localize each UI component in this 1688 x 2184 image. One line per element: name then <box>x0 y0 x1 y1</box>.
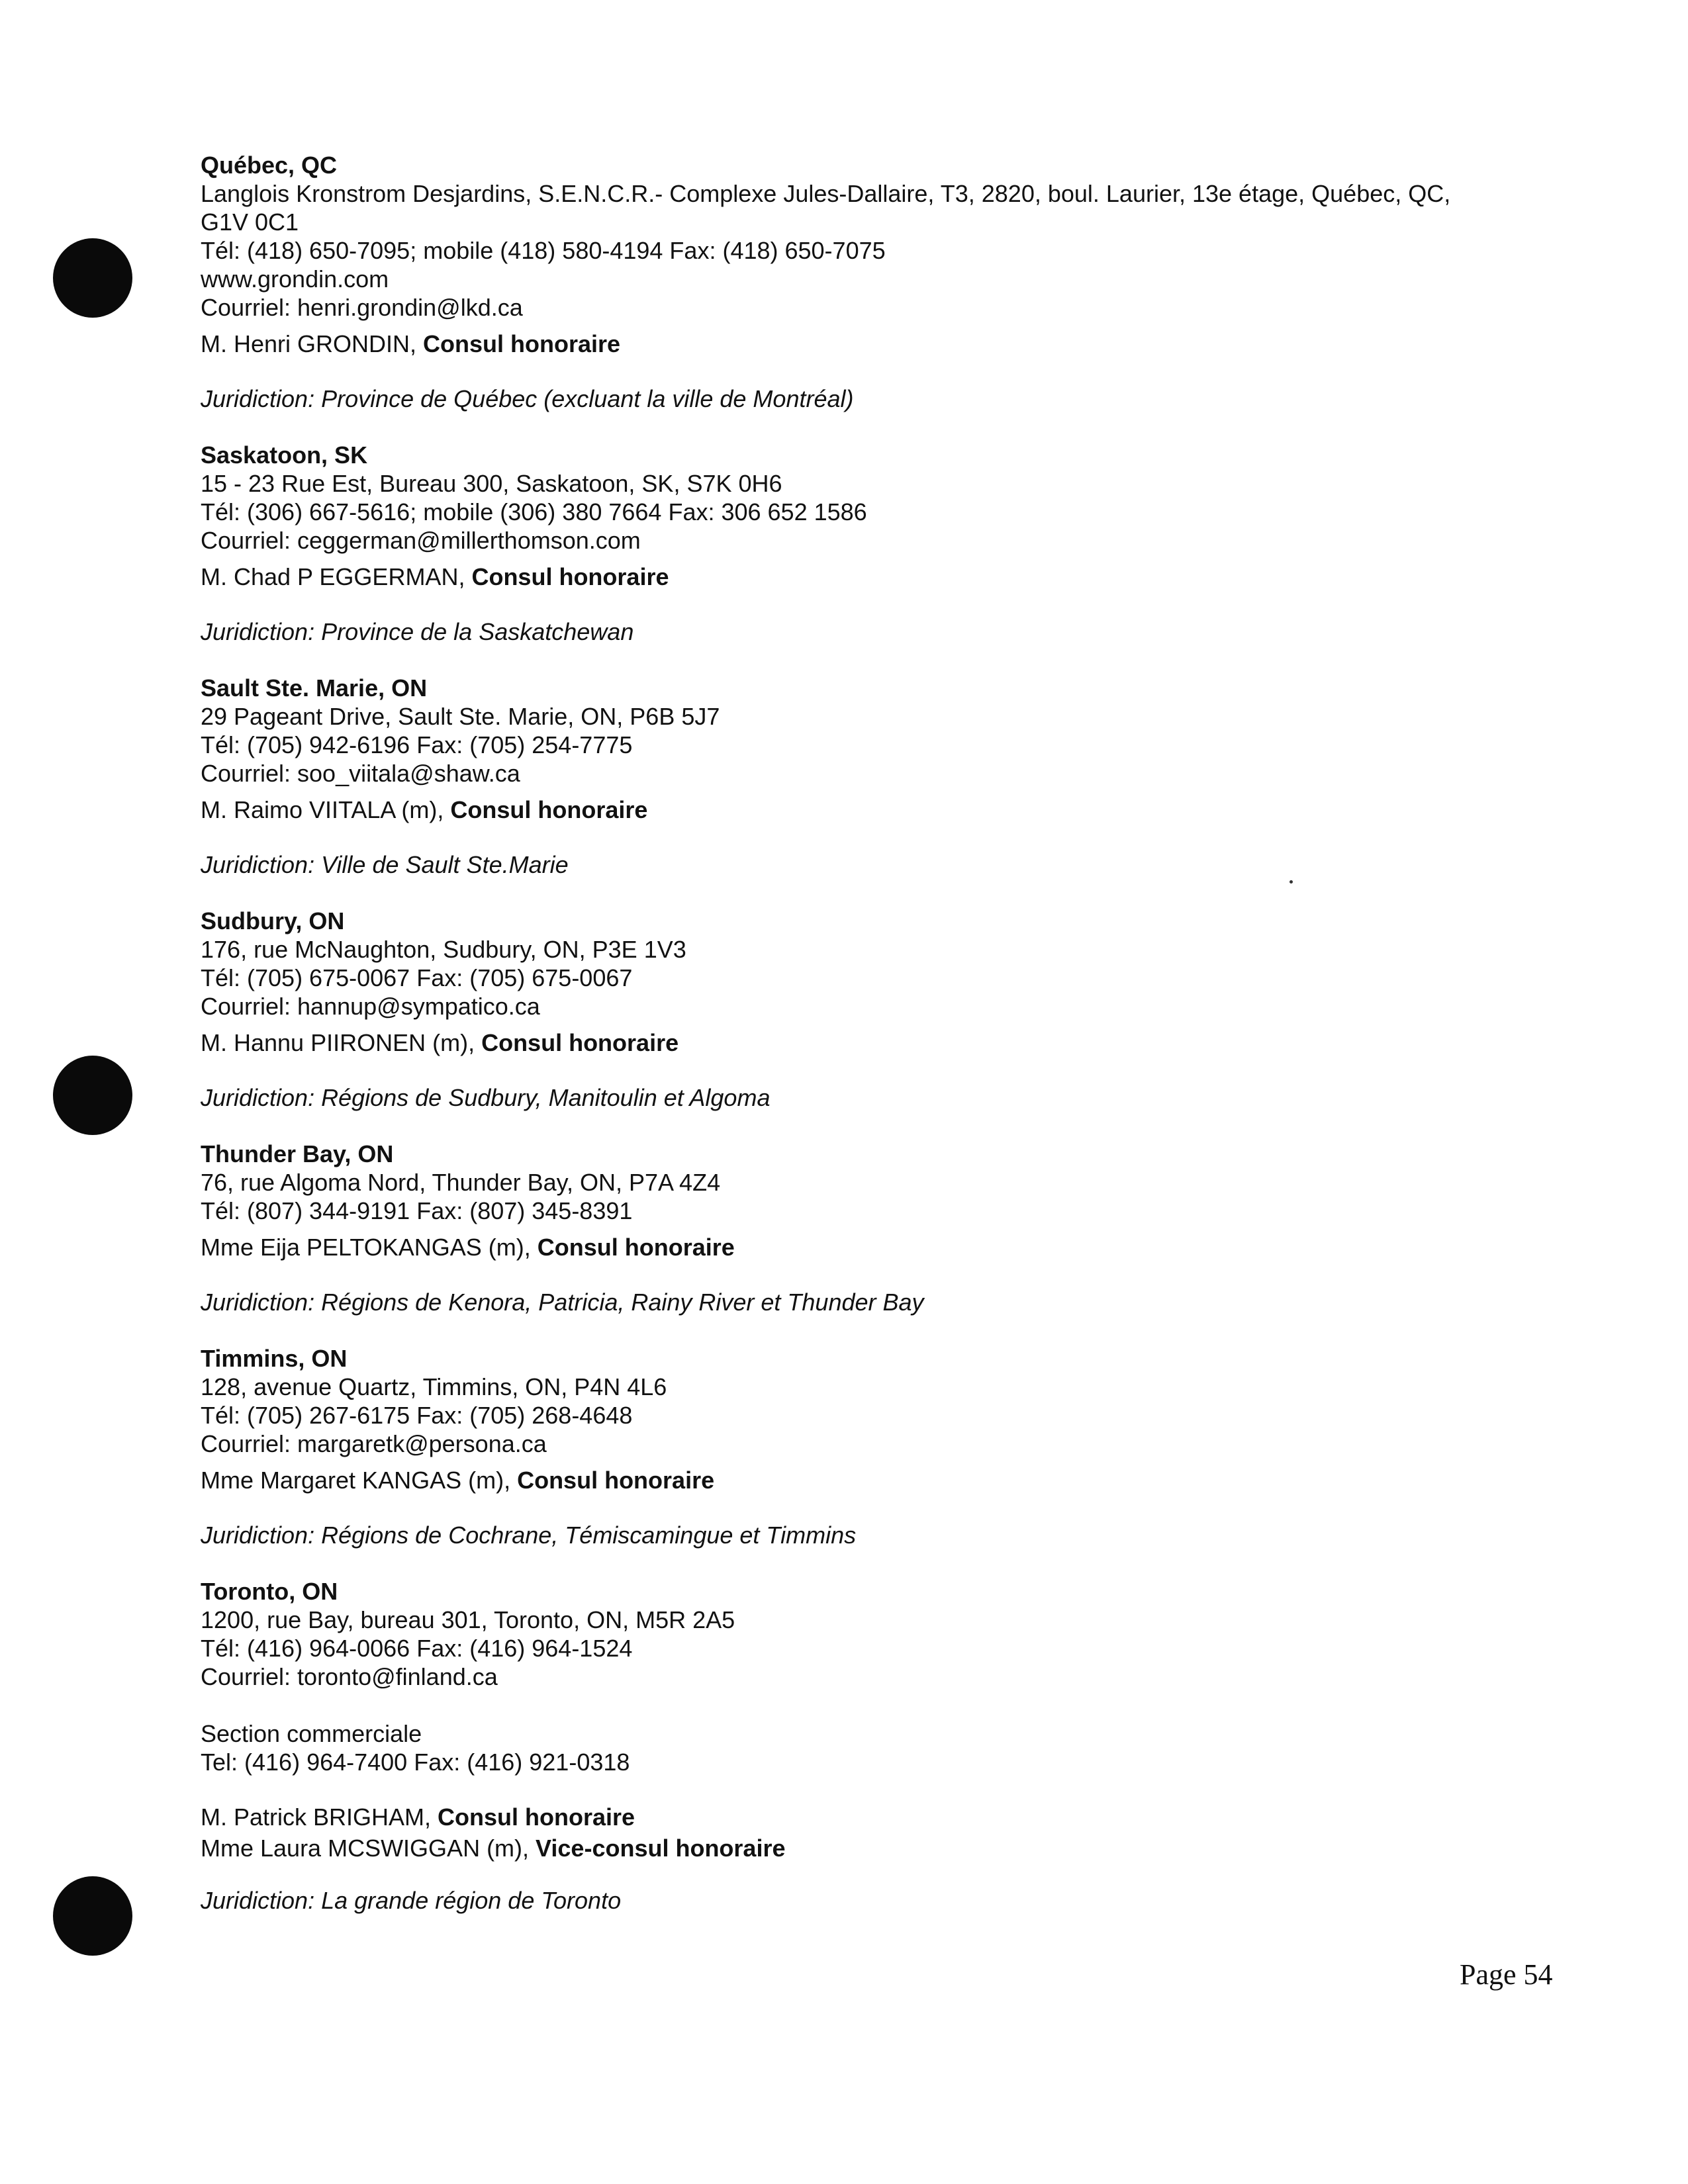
entry-address: Langlois Kronstrom Desjardins, S.E.N.C.R.- Complexe Jules-Dallaire, T3, 2820, boul. Laurier, 13e étage, Québec, QC, G1V 0C1 <box>201 180 1451 236</box>
entry-city: Thunder Bay, ON <box>201 1140 394 1167</box>
consul-title: Consul honoraire <box>537 1234 735 1261</box>
entry-timmins <box>201 1344 1524 1549</box>
entry-phone: Tél: (418) 650-7095; mobile (418) 580-4194 Fax: (418) 650-7075 <box>201 237 886 264</box>
entry-phone: Tél: (416) 964-0066 Fax: (416) 964-1524 <box>201 1635 633 1662</box>
entry-sudbury <box>201 907 1524 1112</box>
entry-city: Sault Ste. Marie, ON <box>201 674 428 702</box>
consul-name: M. Patrick BRIGHAM, <box>201 1803 438 1831</box>
entry-consul <box>201 796 1524 824</box>
entry-quebec <box>201 151 1524 413</box>
entry-consul <box>201 330 1524 358</box>
consul-title: Consul honoraire <box>450 796 648 823</box>
consul-title: Consul honoraire <box>517 1467 715 1494</box>
entry-sault-ste-marie <box>201 674 1524 879</box>
entry-address: 76, rue Algoma Nord, Thunder Bay, ON, P7A 4Z4 <box>201 1169 721 1196</box>
entry-phone: Tél: (807) 344-9191 Fax: (807) 345-8391 <box>201 1197 633 1224</box>
consul-name: M. Chad P EGGERMAN, <box>201 563 472 590</box>
consul-name: M. Henri GRONDIN, <box>201 330 424 357</box>
punch-hole-middle <box>53 1056 132 1135</box>
entry-vice-consul <box>201 1834 1524 1862</box>
consul-name: M. Raimo VIITALA (m), <box>201 796 451 823</box>
entry-email: Courriel: henri.grondin@lkd.ca <box>201 294 523 321</box>
entry-phone: Tél: (306) 667-5616; mobile (306) 380 7664 Fax: 306 652 1586 <box>201 498 867 525</box>
section-label: Section commerciale <box>201 1720 422 1747</box>
page-number: Page 54 <box>1460 1958 1553 1991</box>
entry-phone: Tél: (705) 942-6196 Fax: (705) 254-7775 <box>201 731 633 758</box>
entry-jurisdiction: Juridiction: Ville de Sault Ste.Marie <box>201 851 569 878</box>
entry-address: 29 Pageant Drive, Sault Ste. Marie, ON, P6B 5J7 <box>201 703 720 730</box>
entry-city: Timmins, ON <box>201 1345 348 1372</box>
entry-address: 15 - 23 Rue Est, Bureau 300, Saskatoon, SK, S7K 0H6 <box>201 470 782 497</box>
entry-city: Saskatoon, SK <box>201 441 368 469</box>
punch-hole-top <box>53 238 132 318</box>
entry-thunder-bay <box>201 1140 1524 1316</box>
consul-name: Mme Eija PELTOKANGAS (m), <box>201 1234 538 1261</box>
entry-consul <box>201 1466 1524 1494</box>
punch-hole-bottom <box>53 1876 132 1956</box>
consul-name: Mme Margaret KANGAS (m), <box>201 1467 518 1494</box>
entry-jurisdiction: Juridiction: Province de la Saskatchewan <box>201 618 634 645</box>
entry-consul <box>201 563 1524 591</box>
entry-phone: Tél: (705) 675-0067 Fax: (705) 675-0067 <box>201 964 633 991</box>
entry-jurisdiction: Juridiction: Régions de Kenora, Patricia, Rainy River et Thunder Bay <box>201 1289 924 1316</box>
consul-title: Consul honoraire <box>481 1029 679 1056</box>
spacer <box>201 1776 1524 1803</box>
entry-jurisdiction: Juridiction: La grande région de Toronto <box>201 1887 622 1914</box>
section-phone: Tel: (416) 964-7400 Fax: (416) 921-0318 <box>201 1749 630 1776</box>
entry-email: Courriel: soo_viitala@shaw.ca <box>201 760 520 787</box>
entry-email: Courriel: ceggerman@millerthomson.com <box>201 527 641 554</box>
entry-address: 176, rue McNaughton, Sudbury, ON, P3E 1V3 <box>201 936 686 963</box>
consul-title: Consul honoraire <box>438 1803 635 1831</box>
entry-email: Courriel: margaretk@persona.ca <box>201 1430 547 1457</box>
entry-city: Toronto, ON <box>201 1578 338 1605</box>
entry-address: 128, avenue Quartz, Timmins, ON, P4N 4L6 <box>201 1373 667 1400</box>
entry-consul <box>201 1803 1524 1831</box>
consul-name: M. Hannu PIIRONEN (m), <box>201 1029 482 1056</box>
entry-website: www.grondin.com <box>201 265 389 293</box>
entry-consul <box>201 1233 1524 1261</box>
entry-toronto <box>201 1577 1524 1915</box>
consul-title: Consul honoraire <box>423 330 621 357</box>
entry-email: Courriel: toronto@finland.ca <box>201 1663 498 1690</box>
entry-jurisdiction: Juridiction: Régions de Cochrane, Témiscamingue et Timmins <box>201 1522 857 1549</box>
entry-saskatoon <box>201 441 1524 646</box>
consul-name: Mme Laura MCSWIGGAN (m), <box>201 1835 536 1862</box>
entry-jurisdiction: Juridiction: Régions de Sudbury, Manitoulin et Algoma <box>201 1084 771 1111</box>
entry-consul <box>201 1028 1524 1057</box>
consul-title: Consul honoraire <box>471 563 669 590</box>
spacer <box>201 1691 1524 1719</box>
entry-email: Courriel: hannup@sympatico.ca <box>201 993 540 1020</box>
consul-title: Vice-consul honoraire <box>536 1835 786 1862</box>
entry-address: 1200, rue Bay, bureau 301, Toronto, ON, M5R 2A5 <box>201 1606 735 1633</box>
consulate-list <box>201 151 1524 1942</box>
entry-city: Sudbury, ON <box>201 907 345 934</box>
entry-city: Québec, QC <box>201 152 338 179</box>
entry-jurisdiction: Juridiction: Province de Québec (excluant la ville de Montréal) <box>201 385 854 412</box>
entry-phone: Tél: (705) 267-6175 Fax: (705) 268-4648 <box>201 1402 633 1429</box>
